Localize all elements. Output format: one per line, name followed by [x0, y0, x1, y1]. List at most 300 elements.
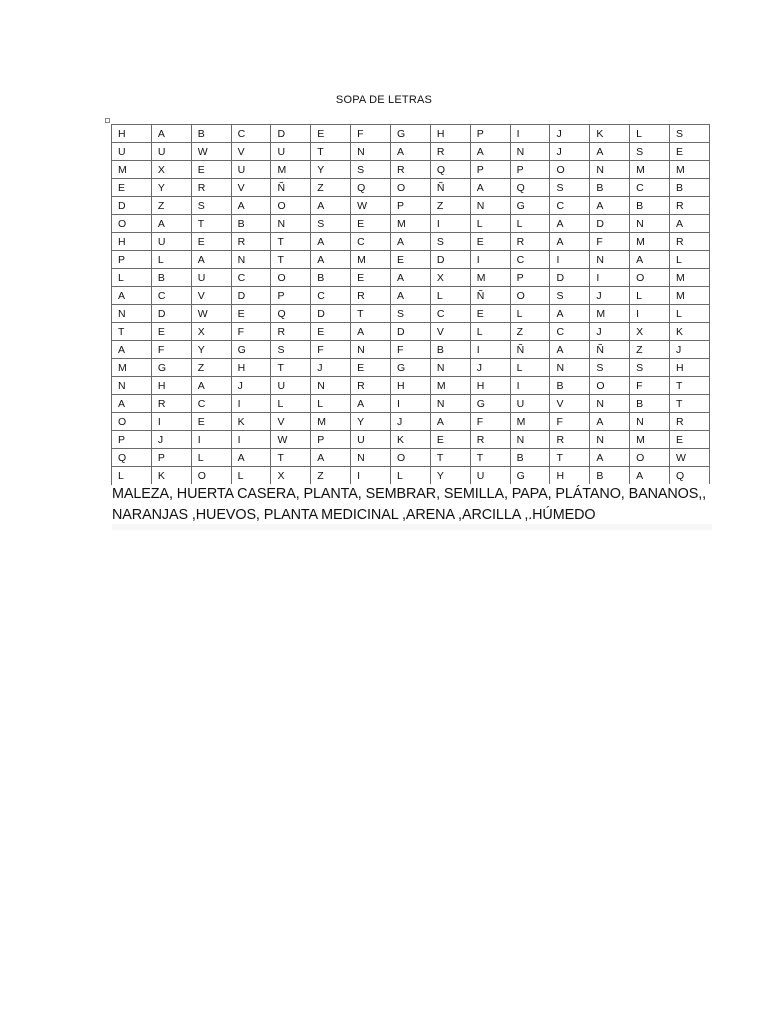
grid-cell: N	[510, 143, 550, 161]
grid-cell: P	[510, 161, 550, 179]
grid-row	[112, 125, 710, 143]
grid-cell: R	[670, 413, 710, 431]
grid-cell: C	[231, 269, 271, 287]
grid-cell: E	[670, 143, 710, 161]
grid-cell: B	[151, 269, 191, 287]
grid-row	[112, 215, 710, 233]
grid-cell: I	[231, 431, 271, 449]
grid-cell: W	[351, 197, 391, 215]
grid-cell: T	[670, 395, 710, 413]
grid-cell: R	[470, 431, 510, 449]
grid-cell: L	[670, 305, 710, 323]
grid-cell: O	[112, 215, 152, 233]
grid-cell: N	[470, 197, 510, 215]
grid-cell: E	[112, 179, 152, 197]
grid-cell: J	[550, 143, 590, 161]
grid-cell: A	[311, 251, 351, 269]
grid-cell: U	[271, 377, 311, 395]
grid-cell: L	[391, 467, 431, 485]
grid-cell: Q	[510, 179, 550, 197]
grid-cell: O	[391, 449, 431, 467]
grid-cell: I	[430, 215, 470, 233]
grid-cell: P	[391, 197, 431, 215]
grid-cell: O	[550, 161, 590, 179]
grid-cell: U	[351, 431, 391, 449]
grid-cell: C	[231, 125, 271, 143]
grid-cell: M	[630, 431, 670, 449]
grid-cell: A	[311, 233, 351, 251]
grid-cell: A	[590, 143, 630, 161]
grid-cell: F	[391, 341, 431, 359]
grid-cell: F	[311, 341, 351, 359]
grid-cell: Z	[191, 359, 231, 377]
grid-cell: R	[151, 395, 191, 413]
grid-cell: E	[231, 305, 271, 323]
grid-cell: W	[670, 449, 710, 467]
grid-cell: M	[670, 269, 710, 287]
grid-cell: I	[510, 125, 550, 143]
grid-cell: E	[351, 215, 391, 233]
grid-cell: S	[191, 197, 231, 215]
grid-cell: A	[311, 449, 351, 467]
grid-cell: Ñ	[590, 341, 630, 359]
grid-cell: H	[550, 467, 590, 485]
grid-cell: I	[470, 251, 510, 269]
grid-row	[112, 287, 710, 305]
grid-cell: T	[430, 449, 470, 467]
grid-cell: P	[151, 449, 191, 467]
grid-cell: M	[391, 215, 431, 233]
grid-cell: G	[231, 341, 271, 359]
grid-cell: G	[391, 125, 431, 143]
grid-cell: S	[430, 233, 470, 251]
grid-cell: S	[590, 359, 630, 377]
grid-cell: W	[271, 431, 311, 449]
grid-row	[112, 161, 710, 179]
grid-cell: F	[151, 341, 191, 359]
grid-cell: L	[231, 467, 271, 485]
grid-cell: C	[151, 287, 191, 305]
grid-row	[112, 467, 710, 485]
grid-cell: L	[510, 215, 550, 233]
grid-cell: L	[271, 395, 311, 413]
word-list-line-1: MALEZA, HUERTA CASERA, PLANTA, SEMBRAR, SEMILLA, PAPA, PLÁTANO, BANANOS,,	[112, 486, 707, 502]
grid-cell: M	[470, 269, 510, 287]
grid-cell: N	[311, 377, 351, 395]
grid-cell: T	[191, 215, 231, 233]
grid-cell: P	[470, 161, 510, 179]
grid-cell: Z	[630, 341, 670, 359]
grid-cell: M	[112, 161, 152, 179]
grid-cell: T	[271, 251, 311, 269]
grid-cell: N	[590, 395, 630, 413]
grid-cell: D	[151, 305, 191, 323]
grid-row	[112, 323, 710, 341]
grid-cell: H	[112, 125, 152, 143]
grid-cell: T	[271, 449, 311, 467]
grid-cell: E	[311, 323, 351, 341]
grid-cell: A	[590, 413, 630, 431]
grid-cell: S	[630, 143, 670, 161]
grid-cell: C	[351, 233, 391, 251]
grid-cell: U	[470, 467, 510, 485]
grid-cell: N	[430, 359, 470, 377]
grid-cell: G	[151, 359, 191, 377]
grid-cell: J	[311, 359, 351, 377]
grid-cell: M	[430, 377, 470, 395]
grid-row	[112, 395, 710, 413]
grid-cell: I	[351, 467, 391, 485]
grid-cell: P	[311, 431, 351, 449]
grid-cell: S	[391, 305, 431, 323]
grid-cell: C	[630, 179, 670, 197]
grid-cell: H	[391, 377, 431, 395]
grid-cell: E	[351, 359, 391, 377]
grid-row	[112, 179, 710, 197]
word-list-line-2: NARANJAS ,HUEVOS, PLANTA MEDICINAL ,ARENA ,ARCILLA ,.HÚMEDO	[112, 507, 596, 523]
grid-cell: Z	[430, 197, 470, 215]
grid-cell: A	[351, 323, 391, 341]
grid-cell: N	[590, 251, 630, 269]
grid-cell: D	[590, 215, 630, 233]
grid-cell: U	[231, 161, 271, 179]
grid-cell: I	[550, 251, 590, 269]
grid-cell: N	[351, 449, 391, 467]
grid-cell: M	[112, 359, 152, 377]
grid-cell: S	[630, 359, 670, 377]
grid-cell: R	[191, 179, 231, 197]
grid-cell: E	[351, 269, 391, 287]
grid-cell: A	[550, 233, 590, 251]
grid-cell: B	[231, 215, 271, 233]
grid-cell: U	[191, 269, 231, 287]
grid-cell: J	[670, 341, 710, 359]
grid-cell: X	[271, 467, 311, 485]
grid-row	[112, 143, 710, 161]
grid-cell: A	[470, 179, 510, 197]
grid-cell: R	[670, 233, 710, 251]
grid-cell: A	[470, 143, 510, 161]
grid-cell: E	[430, 431, 470, 449]
grid-cell: L	[630, 287, 670, 305]
grid-cell: Q	[430, 161, 470, 179]
grid-cell: X	[151, 161, 191, 179]
grid-cell: L	[112, 269, 152, 287]
grid-cell: C	[550, 323, 590, 341]
grid-cell: O	[630, 269, 670, 287]
grid-cell: B	[430, 341, 470, 359]
grid-cell: T	[271, 359, 311, 377]
grid-cell: T	[311, 143, 351, 161]
grid-cell: C	[550, 197, 590, 215]
grid-cell: A	[630, 251, 670, 269]
grid-cell: B	[550, 377, 590, 395]
grid-cell: E	[470, 233, 510, 251]
grid-cell: S	[271, 341, 311, 359]
grid-cell: A	[630, 467, 670, 485]
grid-cell: F	[351, 125, 391, 143]
word-search-grid	[111, 124, 710, 485]
grid-cell: H	[112, 233, 152, 251]
grid-cell: G	[470, 395, 510, 413]
grid-cell: L	[510, 359, 550, 377]
grid-row	[112, 359, 710, 377]
grid-cell: P	[112, 251, 152, 269]
grid-cell: O	[510, 287, 550, 305]
grid-row	[112, 449, 710, 467]
grid-cell: J	[151, 431, 191, 449]
grid-cell: Q	[351, 179, 391, 197]
grid-cell: J	[590, 287, 630, 305]
grid-cell: Y	[351, 413, 391, 431]
grid-cell: R	[670, 197, 710, 215]
grid-cell: L	[510, 305, 550, 323]
grid-cell: D	[231, 287, 271, 305]
grid-cell: Y	[191, 341, 231, 359]
grid-cell: Z	[151, 197, 191, 215]
table-anchor-handle[interactable]	[105, 118, 110, 123]
grid-cell: N	[550, 359, 590, 377]
grid-cell: V	[231, 143, 271, 161]
grid-row	[112, 269, 710, 287]
grid-cell: A	[430, 413, 470, 431]
grid-cell: H	[430, 125, 470, 143]
grid-cell: N	[430, 395, 470, 413]
grid-cell: K	[231, 413, 271, 431]
grid-cell: U	[271, 143, 311, 161]
grid-cell: A	[351, 395, 391, 413]
grid-cell: E	[191, 413, 231, 431]
grid-cell: U	[112, 143, 152, 161]
grid-cell: Z	[311, 467, 351, 485]
grid-cell: W	[191, 305, 231, 323]
grid-cell: T	[351, 305, 391, 323]
grid-row	[112, 197, 710, 215]
grid-cell: B	[670, 179, 710, 197]
grid-cell: X	[630, 323, 670, 341]
grid-row	[112, 341, 710, 359]
grid-cell: J	[590, 323, 630, 341]
grid-cell: N	[271, 215, 311, 233]
grid-cell: R	[351, 377, 391, 395]
grid-cell: J	[391, 413, 431, 431]
grid-cell: L	[430, 287, 470, 305]
grid-cell: A	[391, 233, 431, 251]
grid-cell: Q	[670, 467, 710, 485]
grid-cell: L	[151, 251, 191, 269]
grid-cell: M	[510, 413, 550, 431]
table-resize-marker	[709, 463, 710, 471]
grid-cell: T	[550, 449, 590, 467]
grid-cell: J	[470, 359, 510, 377]
grid-cell: N	[231, 251, 271, 269]
grid-cell: D	[112, 197, 152, 215]
grid-cell: K	[151, 467, 191, 485]
grid-cell: Y	[430, 467, 470, 485]
grid-cell: C	[311, 287, 351, 305]
grid-cell: M	[590, 305, 630, 323]
grid-cell: U	[151, 143, 191, 161]
grid-cell: I	[191, 431, 231, 449]
grid-cell: C	[191, 395, 231, 413]
grid-cell: A	[590, 197, 630, 215]
grid-cell: Q	[112, 449, 152, 467]
grid-cell: Y	[311, 161, 351, 179]
word-search-grid-body	[112, 125, 710, 485]
grid-cell: E	[191, 161, 231, 179]
grid-cell: F	[630, 377, 670, 395]
grid-cell: O	[590, 377, 630, 395]
grid-cell: P	[271, 287, 311, 305]
grid-cell: B	[510, 449, 550, 467]
grid-cell: I	[630, 305, 670, 323]
grid-cell: L	[630, 125, 670, 143]
grid-cell: E	[470, 305, 510, 323]
grid-cell: O	[271, 269, 311, 287]
grid-cell: A	[391, 269, 431, 287]
grid-cell: X	[430, 269, 470, 287]
grid-cell: R	[231, 233, 271, 251]
grid-cell: L	[470, 323, 510, 341]
grid-cell: E	[311, 125, 351, 143]
grid-cell: L	[311, 395, 351, 413]
grid-cell: P	[470, 125, 510, 143]
grid-cell: B	[630, 395, 670, 413]
grid-cell: V	[430, 323, 470, 341]
grid-cell: A	[550, 215, 590, 233]
grid-cell: N	[630, 413, 670, 431]
grid-cell: A	[550, 341, 590, 359]
grid-cell: V	[191, 287, 231, 305]
grid-cell: R	[430, 143, 470, 161]
grid-cell: A	[151, 125, 191, 143]
grid-cell: S	[550, 179, 590, 197]
grid-cell: I	[470, 341, 510, 359]
grid-cell: Ñ	[430, 179, 470, 197]
grid-cell: R	[550, 431, 590, 449]
page-title: SOPA DE LETRAS	[335, 94, 433, 106]
grid-cell: R	[510, 233, 550, 251]
grid-cell: E	[670, 431, 710, 449]
grid-cell: A	[112, 395, 152, 413]
grid-cell: Z	[510, 323, 550, 341]
grid-cell: H	[670, 359, 710, 377]
grid-cell: V	[271, 413, 311, 431]
grid-cell: I	[590, 269, 630, 287]
grid-cell: R	[351, 287, 391, 305]
grid-cell: U	[151, 233, 191, 251]
grid-cell: C	[510, 251, 550, 269]
grid-cell: K	[391, 431, 431, 449]
grid-cell: B	[590, 467, 630, 485]
grid-row	[112, 305, 710, 323]
grid-cell: Z	[311, 179, 351, 197]
grid-cell: M	[670, 161, 710, 179]
grid-cell: O	[191, 467, 231, 485]
grid-cell: N	[510, 431, 550, 449]
grid-cell: W	[191, 143, 231, 161]
grid-cell: V	[231, 179, 271, 197]
grid-cell: P	[510, 269, 550, 287]
grid-cell: F	[590, 233, 630, 251]
grid-cell: I	[510, 377, 550, 395]
grid-cell: A	[151, 215, 191, 233]
grid-cell: S	[670, 125, 710, 143]
grid-cell: Q	[271, 305, 311, 323]
grid-cell: A	[191, 377, 231, 395]
grid-cell: L	[112, 467, 152, 485]
grid-cell: A	[391, 287, 431, 305]
grid-cell: S	[550, 287, 590, 305]
grid-cell: I	[151, 413, 191, 431]
grid-cell: G	[391, 359, 431, 377]
grid-cell: T	[670, 377, 710, 395]
grid-cell: M	[670, 287, 710, 305]
grid-cell: D	[391, 323, 431, 341]
grid-cell: U	[510, 395, 550, 413]
grid-cell: E	[391, 251, 431, 269]
grid-cell: H	[231, 359, 271, 377]
grid-cell: G	[510, 467, 550, 485]
grid-cell: A	[191, 251, 231, 269]
grid-row	[112, 413, 710, 431]
grid-cell: O	[271, 197, 311, 215]
grid-cell: Ñ	[510, 341, 550, 359]
grid-cell: H	[151, 377, 191, 395]
grid-row	[112, 251, 710, 269]
grid-cell: F	[550, 413, 590, 431]
grid-cell: Ñ	[271, 179, 311, 197]
grid-cell: I	[231, 395, 271, 413]
grid-cell: D	[550, 269, 590, 287]
grid-cell: M	[630, 161, 670, 179]
grid-cell: T	[470, 449, 510, 467]
grid-cell: R	[271, 323, 311, 341]
grid-row	[112, 233, 710, 251]
grid-cell: B	[590, 179, 630, 197]
grid-cell: B	[311, 269, 351, 287]
word-list	[112, 484, 712, 530]
grid-cell: F	[231, 323, 271, 341]
grid-cell: M	[630, 233, 670, 251]
grid-cell: A	[112, 287, 152, 305]
grid-cell: A	[391, 143, 431, 161]
grid-cell: H	[470, 377, 510, 395]
grid-cell: R	[391, 161, 431, 179]
grid-row	[112, 431, 710, 449]
grid-cell: N	[630, 215, 670, 233]
grid-cell: A	[550, 305, 590, 323]
grid-cell: A	[231, 197, 271, 215]
grid-cell: S	[311, 215, 351, 233]
grid-cell: Y	[151, 179, 191, 197]
grid-cell: L	[670, 251, 710, 269]
grid-cell: A	[112, 341, 152, 359]
grid-cell: P	[112, 431, 152, 449]
grid-cell: T	[112, 323, 152, 341]
grid-cell: C	[430, 305, 470, 323]
grid-cell: K	[670, 323, 710, 341]
grid-cell: S	[351, 161, 391, 179]
grid-cell: T	[271, 233, 311, 251]
grid-cell: N	[590, 161, 630, 179]
grid-cell: O	[630, 449, 670, 467]
grid-cell: B	[630, 197, 670, 215]
grid-cell: F	[470, 413, 510, 431]
grid-cell: D	[430, 251, 470, 269]
grid-cell: D	[271, 125, 311, 143]
grid-cell: N	[351, 143, 391, 161]
